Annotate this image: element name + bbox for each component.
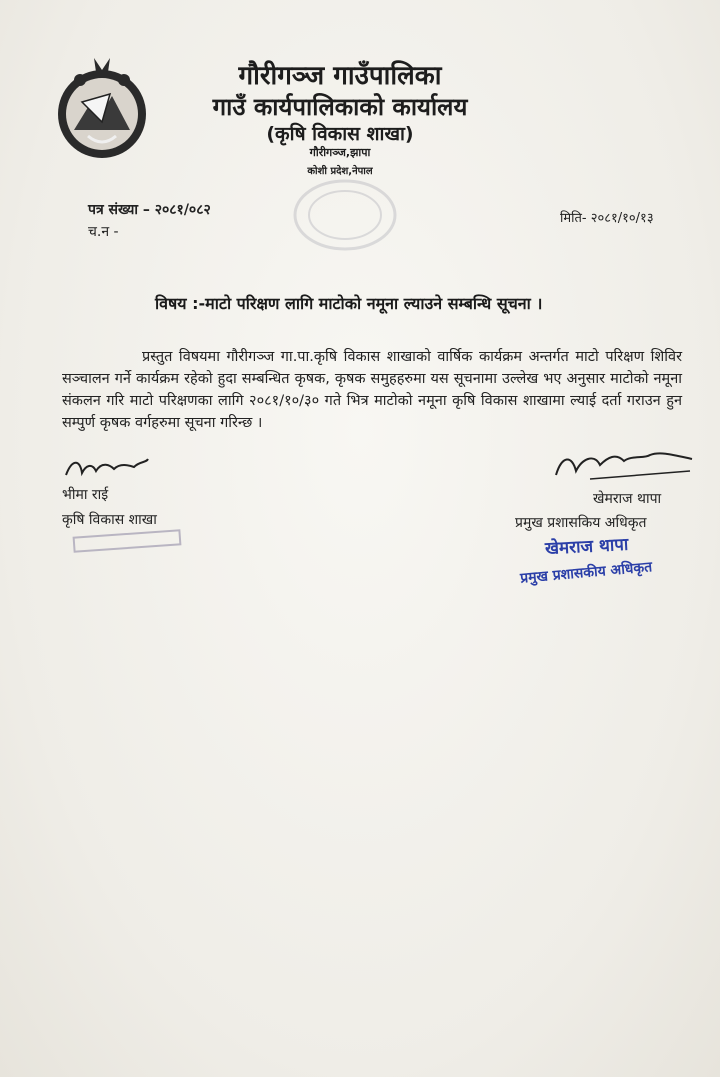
faded-stamp-icon: [71, 526, 182, 556]
section-name: (कृषि विकास शाखा): [266, 123, 414, 145]
municipality-name: गौरीगञ्ज गाउँपालिका: [238, 61, 442, 91]
dispatch-number: च.न -: [88, 224, 119, 240]
letter-number: पत्र संख्या – २०८१/०८२: [88, 202, 211, 218]
office-name: गाउँ कार्यपालिकाको कार्यालय: [212, 93, 468, 121]
letter-body-text: प्रस्तुत विषयमा गौरीगञ्ज गा.पा.कृषि विकास शाखाको वार्षिक कार्यक्रम अन्तर्गत माटो परिक्षण शिविर सञ्चालन गर्ने कार्यक्रम रहेको हुदा सम्बन्धित कृषक, कृषक समुहहरुमा यस सूचनामा उल्लेख भए अनुसार माटोको नमूना संकलन गरि माटो परिक्षणका लागि २०८१/१०/३० गते भित्र माटोको नमूना कृषि विकास शाखामा ल्याई दर्ता गराउन हुन सम्पुर्ण कृषक वर्गहरुमा सूचना गरिन्छ ।: [62, 349, 682, 431]
address-line: गौरीगञ्ज,झापा: [309, 146, 371, 159]
right-signatory-name: खेमराज थापा: [593, 491, 662, 507]
left-signature-icon: [62, 455, 152, 483]
faded-office-seal-icon: [285, 175, 405, 255]
right-signatory-block: [505, 445, 705, 531]
province-line: कोशी प्रदेश,नेपाल: [307, 166, 373, 177]
right-signature-icon: [550, 445, 700, 485]
left-signatory-block: [62, 455, 157, 529]
left-signatory-office: कृषि विकास शाखा: [62, 512, 157, 528]
nepal-government-emblem-icon: [52, 52, 152, 170]
letter-body: [62, 346, 682, 434]
official-stamp-title: प्रमुख प्रशासकीय अधिकृत: [519, 559, 653, 587]
official-stamp-name: खेमराज थापा: [544, 534, 629, 560]
letter-date: मिति- २०८१/१०/१३: [560, 211, 654, 226]
letter-subject: विषय :-माटो परिक्षण लागि माटोको नमूना ल्याउने सम्बन्धि सूचना ।: [155, 294, 543, 313]
left-signatory-name: भीमा राई: [62, 487, 109, 503]
right-signatory-title: प्रमुख प्रशासकिय अधिकृत: [515, 515, 647, 531]
